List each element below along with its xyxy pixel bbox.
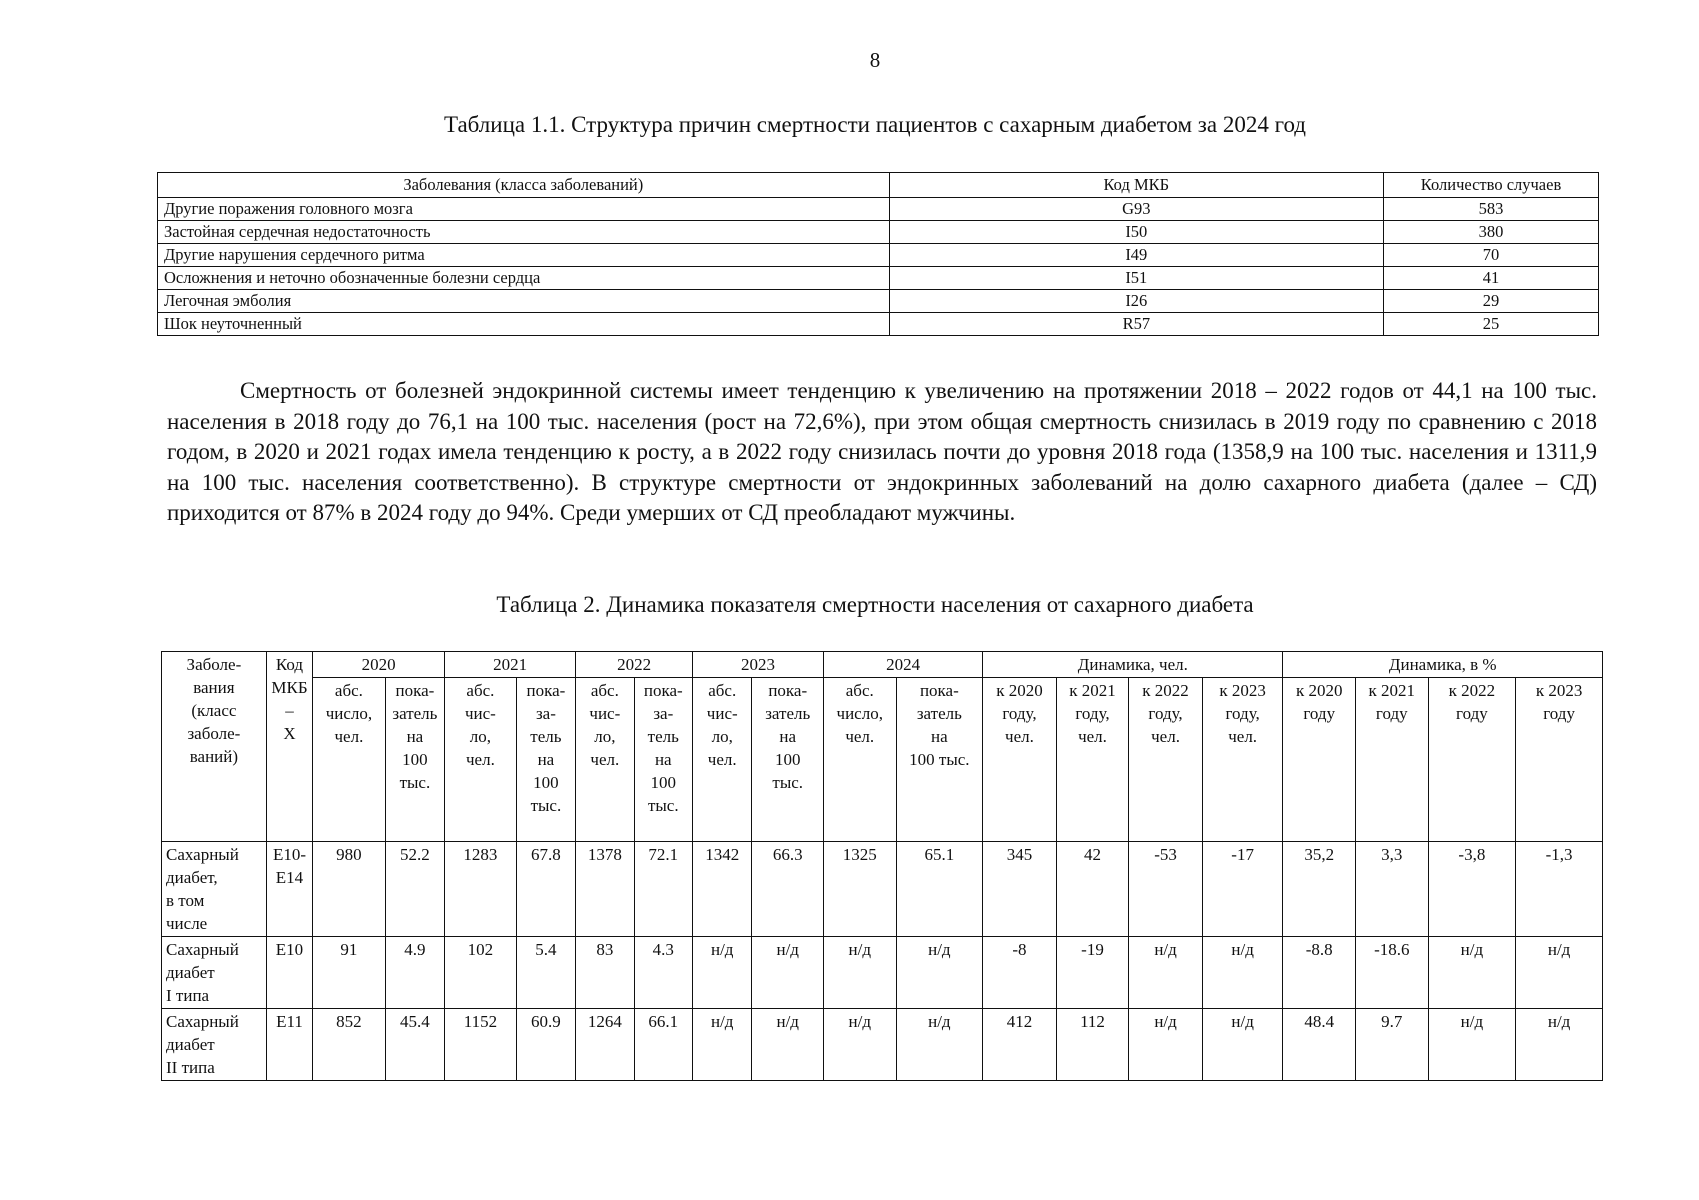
t2-cell-value: н/д — [823, 937, 896, 1009]
t1-cell-count: 41 — [1384, 267, 1599, 290]
table-row — [158, 198, 1599, 221]
t2-cell-value: 852 — [313, 1009, 386, 1081]
t2-cell-value: 980 — [313, 842, 386, 937]
t2-cell-value: 1378 — [576, 842, 634, 937]
t2-sub-rate-2021: пока- за- тель на 100 тыс. — [516, 678, 575, 842]
t2-header-code: Код МКБ – X — [266, 652, 312, 842]
t2-sub-abs-2021: абс. чис- ло, чел. — [445, 678, 517, 842]
t2-cell-value: 1342 — [693, 842, 752, 937]
t2-cell-value: н/д — [896, 1009, 983, 1081]
table-row — [158, 290, 1599, 313]
t2-cell-value: 72.1 — [634, 842, 692, 937]
t1-cell-disease: Другие нарушения сердечного ритма — [158, 244, 890, 267]
t2-cell-value: 345 — [983, 842, 1057, 937]
t2-cell-value: н/д — [1202, 937, 1283, 1009]
t2-cell-value: 83 — [576, 937, 634, 1009]
t2-sub-dyn-pct-2022: к 2022 году — [1428, 678, 1516, 842]
t1-cell-code: I51 — [889, 267, 1383, 290]
t2-sub-abs-2023: абс. чис- ло, чел. — [693, 678, 752, 842]
t2-header-disease: Заболе- вания (класс заболе- ваний) — [162, 652, 267, 842]
t1-cell-disease: Осложнения и неточно обозначенные болезни сердца — [158, 267, 890, 290]
table2-diabetes-mortality-dynamics — [161, 651, 1603, 1081]
t2-cell-value: 60.9 — [516, 1009, 575, 1081]
table-row — [162, 937, 1603, 1009]
t2-cell-value: 66.1 — [634, 1009, 692, 1081]
t2-cell-value: 52.2 — [385, 842, 444, 937]
t2-cell-value: н/д — [1516, 937, 1603, 1009]
t2-cell-code: E11 — [266, 1009, 312, 1081]
t2-header-year-2024: 2024 — [823, 652, 982, 678]
t2-header-dynamics-people: Динамика, чел. — [983, 652, 1283, 678]
t2-cell-value: 9.7 — [1356, 1009, 1429, 1081]
t2-cell-value: н/д — [1516, 1009, 1603, 1081]
t2-cell-value: 67.8 — [516, 842, 575, 937]
t2-cell-value: н/д — [693, 937, 752, 1009]
t2-cell-value: 45.4 — [385, 1009, 444, 1081]
t2-sub-rate-2022: пока- за- тель на 100 тыс. — [634, 678, 692, 842]
t2-cell-value: 42 — [1056, 842, 1129, 937]
t2-cell-value: 1152 — [445, 1009, 517, 1081]
t2-cell-value: н/д — [693, 1009, 752, 1081]
t2-sub-rate-2020: пока- затель на 100 тыс. — [385, 678, 444, 842]
t1-cell-code: I49 — [889, 244, 1383, 267]
t2-header-dynamics-percent: Динамика, в % — [1283, 652, 1603, 678]
t2-cell-value: 5.4 — [516, 937, 575, 1009]
t2-cell-value: 412 — [983, 1009, 1057, 1081]
t2-sub-dyn-people-2020: к 2020 году, чел. — [983, 678, 1057, 842]
t2-cell-value: 48.4 — [1283, 1009, 1356, 1081]
t2-cell-value: 65.1 — [896, 842, 983, 937]
t2-sub-dyn-people-2022: к 2022 году, чел. — [1129, 678, 1203, 842]
t2-cell-value: 3,3 — [1356, 842, 1429, 937]
t2-sub-dyn-people-2023: к 2023 году, чел. — [1202, 678, 1283, 842]
t2-sub-rate-2024: пока- затель на 100 тыс. — [896, 678, 983, 842]
t1-cell-count: 25 — [1384, 313, 1599, 336]
t1-cell-code: G93 — [889, 198, 1383, 221]
t2-cell-disease: Сахарный диабет II типа — [162, 1009, 267, 1081]
table1-causes-of-death — [157, 172, 1599, 336]
t2-sub-rate-2023: пока- затель на 100 тыс. — [752, 678, 824, 842]
t2-cell-value: н/д — [1129, 937, 1203, 1009]
t2-cell-value: 112 — [1056, 1009, 1129, 1081]
t1-cell-disease: Застойная сердечная недостаточность — [158, 221, 890, 244]
t2-cell-value: 91 — [313, 937, 386, 1009]
t1-header-code: Код МКБ — [889, 173, 1383, 198]
t1-cell-count: 29 — [1384, 290, 1599, 313]
t2-cell-value: 1264 — [576, 1009, 634, 1081]
table-row — [158, 244, 1599, 267]
t2-cell-value: н/д — [752, 937, 824, 1009]
t2-cell-disease: Сахарный диабет I типа — [162, 937, 267, 1009]
t2-sub-dyn-pct-2021: к 2021 году — [1356, 678, 1429, 842]
t2-cell-value: 66.3 — [752, 842, 824, 937]
t2-cell-disease: Сахарный диабет, в том числе — [162, 842, 267, 937]
t1-cell-disease: Другие поражения головного мозга — [158, 198, 890, 221]
table2-title: Таблица 2. Динамика показателя смертности населения от сахарного диабета — [496, 592, 1254, 617]
t2-cell-code: E10- E14 — [266, 842, 312, 937]
t2-cell-value: н/д — [1202, 1009, 1283, 1081]
t2-cell-value: н/д — [1428, 1009, 1516, 1081]
t1-cell-disease: Шок неуточненный — [158, 313, 890, 336]
t2-header-year-2023: 2023 — [693, 652, 824, 678]
t2-cell-value: 35,2 — [1283, 842, 1356, 937]
t2-cell-value: -8.8 — [1283, 937, 1356, 1009]
t2-cell-value: 1325 — [823, 842, 896, 937]
t2-cell-value: н/д — [752, 1009, 824, 1081]
t2-cell-value: 102 — [445, 937, 517, 1009]
table-row — [158, 267, 1599, 290]
t1-cell-code: I26 — [889, 290, 1383, 313]
table1-title: Таблица 1.1. Структура причин смертности пациентов с сахарным диабетом за 2024 год — [443, 112, 1306, 137]
t1-cell-count: 380 — [1384, 221, 1599, 244]
body-paragraph: Смертность от болезней эндокринной системы имеет тенденцию к увеличению на протяжении 2018 – 2022 годов от 44,1 на 100 тыс. населения в 2018 году до 76,1 на 100 тыс. населения (рост на 72,6%), при этом общая смертность снизилась в 2019 году по сравнению с 2018 годом, в 2020 и 2021 годах имела тенденцию к росту, а в 2022 году снизилась почти до уровня 2018 года (1358,9 на 100 тыс. населения и 1311,9 на 100 тыс. населения соответственно). В структуре смертности от эндокринных заболеваний на долю сахарного диабета (далее – СД) приходится от 87% в 2024 году до 94%. Среди умерших от СД преобладают мужчины. — [167, 378, 1597, 525]
t2-header-year-2021: 2021 — [445, 652, 576, 678]
table-row — [158, 313, 1599, 336]
table-row — [158, 221, 1599, 244]
t2-sub-abs-2022: абс. чис- ло, чел. — [576, 678, 634, 842]
t2-cell-value: -1,3 — [1516, 842, 1603, 937]
t2-cell-value: 1283 — [445, 842, 517, 937]
t2-sub-abs-2024: абс. число, чел. — [823, 678, 896, 842]
t2-sub-abs-2020: абс. число, чел. — [313, 678, 386, 842]
t2-sub-dyn-pct-2023: к 2023 году — [1516, 678, 1603, 842]
table-row — [162, 1009, 1603, 1081]
t2-cell-value: -3,8 — [1428, 842, 1516, 937]
t2-header-year-2020: 2020 — [313, 652, 445, 678]
t2-header-year-2022: 2022 — [576, 652, 693, 678]
t1-cell-code: R57 — [889, 313, 1383, 336]
t1-header-disease: Заболевания (класса заболеваний) — [158, 173, 890, 198]
t2-cell-value: -17 — [1202, 842, 1283, 937]
t2-cell-value: -19 — [1056, 937, 1129, 1009]
t2-cell-value: н/д — [1129, 1009, 1203, 1081]
t2-cell-value: 4.9 — [385, 937, 444, 1009]
t1-header-count: Количество случаев — [1384, 173, 1599, 198]
table-row — [162, 842, 1603, 937]
t1-cell-code: I50 — [889, 221, 1383, 244]
t2-cell-value: -8 — [983, 937, 1057, 1009]
t1-cell-count: 583 — [1384, 198, 1599, 221]
t2-cell-value: н/д — [823, 1009, 896, 1081]
t2-sub-dyn-pct-2020: к 2020 году — [1283, 678, 1356, 842]
t2-cell-value: -53 — [1129, 842, 1203, 937]
t2-cell-value: н/д — [1428, 937, 1516, 1009]
t1-cell-count: 70 — [1384, 244, 1599, 267]
page-number: 8 — [869, 48, 881, 72]
t2-cell-value: -18.6 — [1356, 937, 1429, 1009]
t2-cell-value: 4.3 — [634, 937, 692, 1009]
t2-cell-code: E10 — [266, 937, 312, 1009]
t2-cell-value: н/д — [896, 937, 983, 1009]
t1-cell-disease: Легочная эмболия — [158, 290, 890, 313]
t2-sub-dyn-people-2021: к 2021 году, чел. — [1056, 678, 1129, 842]
